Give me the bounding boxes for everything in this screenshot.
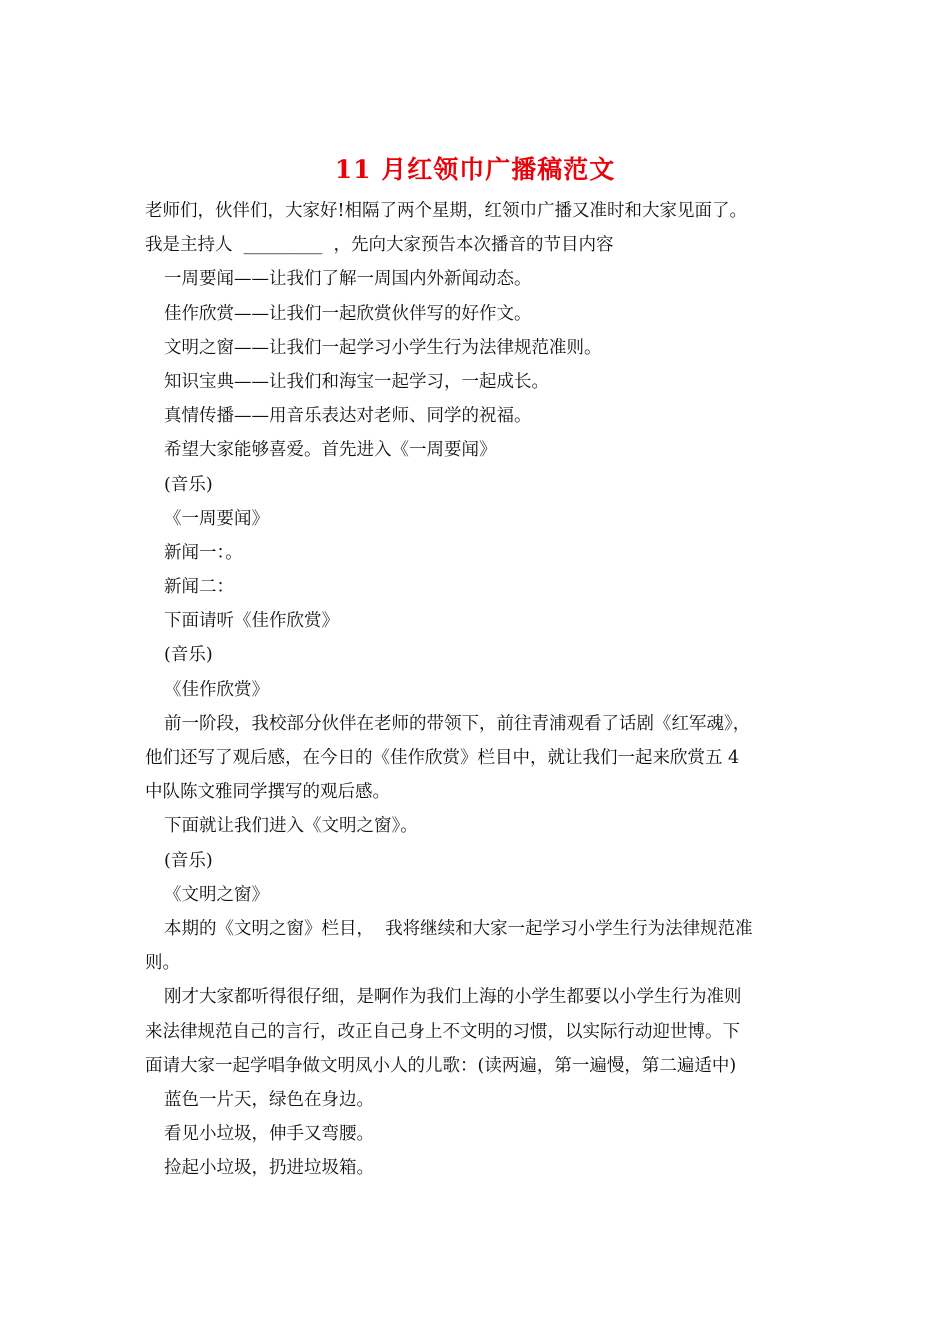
text-line: 看见小垃圾，伸手又弯腰。 [164,1124,374,1145]
text-line: 蓝色一片天，绿色在身边。 [164,1089,374,1110]
text-line: 佳作欣赏——让我们一起欣赏伙伴写的好作文。 [164,303,532,324]
text-line: 新闻二： [164,577,234,598]
text-line: 下面请听《佳作欣赏》 [164,611,339,632]
text-line: 文明之窗——让我们一起学习小学生行为法律规范准则。 [164,337,602,358]
text-line: 面请大家一起学唱争做文明凤小人的儿歌：(读两遍，第一遍慢，第二遍适中) [145,1055,737,1076]
text-line: 前一阶段，我校部分伙伴在老师的带领下，前往青浦观看了话剧《红军魂》， [164,713,751,734]
text-line: 他们还写了观后感，在今日的《佳作欣赏》栏目中，就让我们一起来欣赏五 4 [145,748,740,768]
text-line: (音乐) [164,645,213,666]
text-line: 我是主持人 _________ ，先向大家预告本次播音的节目内容 [145,235,614,256]
text-line: 本期的《文明之窗》栏目， 我将继续和大家一起学习小学生行为法律规范准 [164,918,753,939]
text-line: 来法律规范自己的言行，改正自己身上不文明的习惯，以实际行动迎世博。下 [145,1021,740,1042]
text-line: 老师们，伙伴们，大家好!相隔了两个星期，红领巾广播又准时和大家见面了。 [145,201,748,221]
text-line: 希望大家能够喜爱。首先进入《一周要闻》 [164,440,497,461]
text-line: 刚才大家都听得很仔细，是啊作为我们上海的小学生都要以小学生行为准则 [164,987,742,1008]
text-line: (音乐) [164,474,213,495]
document-body [145,194,825,1185]
text-line: 中队陈文雅同学撰写的观后感。 [145,782,390,803]
text-line: 真情传播——用音乐表达对老师、同学的祝福。 [164,406,532,427]
document-title: 11 月红领巾广播稿范文 [334,155,616,184]
text-line: (音乐) [164,850,213,871]
text-line: 知识宝典——让我们和海宝一起学习，一起成长。 [164,371,549,392]
text-line: 一周要闻——让我们了解一周国内外新闻动态。 [164,269,532,290]
text-line: 捡起小垃圾，扔进垃圾箱。 [164,1158,374,1179]
text-line: 《佳作欣赏》 [164,679,269,700]
text-line: 新闻一：。 [164,542,243,563]
text-line: 下面就让我们进入《文明之窗》。 [164,816,418,837]
text-line: 则。 [145,953,180,974]
text-line: 《一周要闻》 [164,508,269,529]
text-line: 《文明之窗》 [164,884,269,905]
